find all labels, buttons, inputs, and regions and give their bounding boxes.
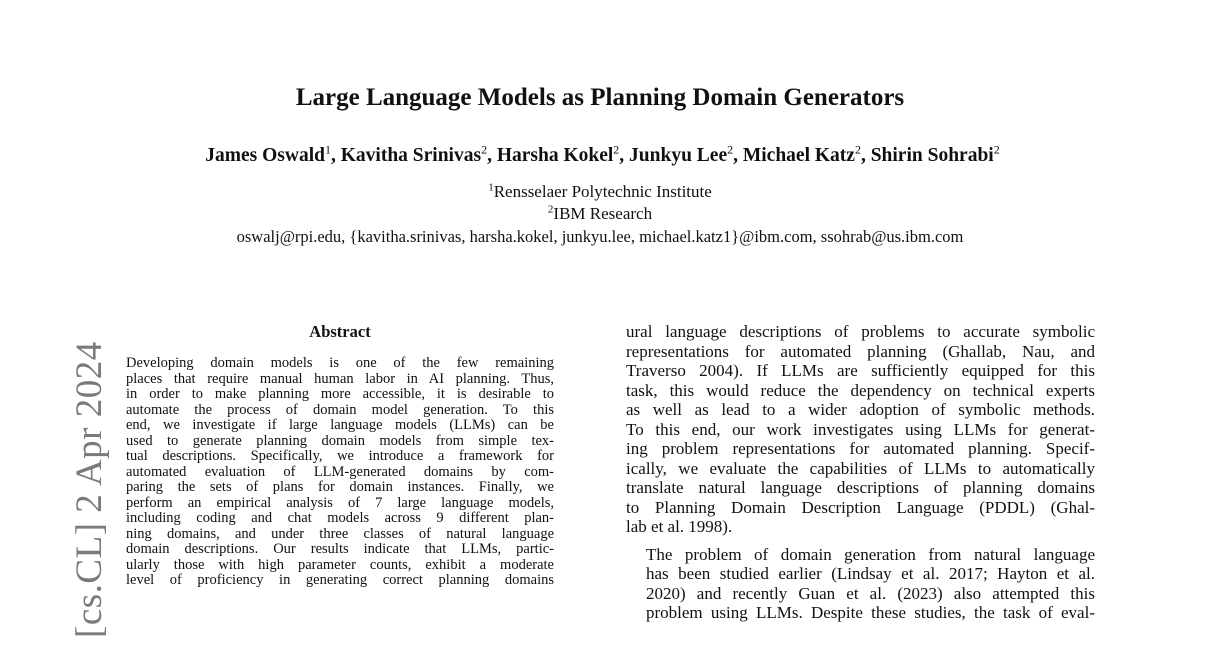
abstract-line: automated evaluation of LLM-generated domains by com-	[126, 463, 554, 480]
author-name: James Oswald	[205, 145, 325, 166]
paper-title: Large Language Models as Planning Domain Generators	[295, 84, 905, 111]
intro-line: 2020) and recently Guan et al. (2023) also attempted this	[646, 583, 1095, 603]
intro-line: has been studied earlier (Lindsay et al. 2017; Hayton et al.	[646, 564, 1095, 583]
arxiv-identifier-stamp	[26, 318, 110, 638]
intro-line: ural language descriptions of problems to accurate symbolic	[626, 322, 1095, 341]
arxiv-stamp-text: [cs.CL] 2 Apr 2024	[69, 341, 110, 638]
author-affiliation-mark: 2	[727, 142, 734, 157]
intro-line: problem using LLMs. Despite these studies, the task of eval-	[646, 603, 1095, 622]
abstract-line: Developing domain models is one of the few remaining	[126, 355, 554, 371]
abstract-line: paring the sets of plans for domain instances. Finally, we	[126, 479, 554, 495]
abstract-line: ularly those with high parameter counts, exhibit a moderate	[126, 556, 554, 573]
abstract-line: automate the process of domain model generation. To this	[126, 401, 554, 418]
abstract-body	[126, 356, 554, 589]
author-list: James Oswald$^1$, Kavitha Srinivas$^2$, Harsha Kokel$^2$, Junkyu Lee$^2$, Michael Katz$^2$, Shirin Sohrabi$^2$	[205, 142, 1000, 166]
intro-line: as well as lead to a wider adoption of symbolic methods.	[626, 400, 1095, 419]
affiliation-1	[0, 182, 1200, 202]
author-affiliation-mark: 2	[613, 142, 620, 157]
author-name: Kavitha Srinivas	[340, 145, 482, 166]
abstract-line: end, we investigate if large language models (LLMs) can be	[126, 417, 554, 433]
intro-paragraph-2	[626, 545, 1095, 623]
abstract-line: places that require manual human labor in AI planning. Thus,	[126, 370, 554, 387]
intro-line: Traverso 2004). If LLMs are sufficiently equipped for this	[626, 361, 1095, 380]
author-name: Junkyu Lee	[629, 145, 728, 166]
abstract-line: tual descriptions. Specifically, we introduce a framework for	[126, 448, 554, 464]
affiliation-mark: 1	[488, 181, 494, 194]
author-affiliation-mark: 2	[854, 142, 861, 157]
author-affiliation-mark: 2	[481, 142, 488, 157]
author-name: Harsha Kokel	[496, 145, 614, 166]
intro-line: To this end, our work investigates using LLMs for generat-	[626, 419, 1095, 439]
intro-line: lab et al. 1998).	[626, 517, 733, 536]
author-name: Michael Katz	[742, 145, 855, 166]
abstract-line: including coding and chat models across 9 different plan-	[126, 510, 554, 526]
affiliation-2	[0, 204, 1200, 224]
abstract-line: in order to make planning more accessible, it is desirable to	[126, 386, 554, 402]
introduction-column	[626, 322, 1095, 623]
affiliation-mark: 2	[547, 203, 554, 216]
intro-line: translate natural language descriptions of planning domains	[626, 478, 1095, 497]
affiliation-name: IBM Research	[553, 204, 653, 223]
intro-line: The problem of domain generation from natural language	[646, 544, 1095, 564]
abstract-line: domain descriptions. Our results indicate that LLMs, partic-	[126, 541, 554, 557]
intro-line: ically, we evaluate the capabilities of LLMs to automatically	[626, 458, 1095, 478]
intro-line: ing problem representations for automated planning. Specif-	[626, 439, 1095, 458]
abstract-heading: Abstract	[309, 322, 371, 341]
author-emails: oswalj@rpi.edu, {kavitha.srinivas, harsha.kokel, junkyu.lee, michael.katz1}@ibm.com, ssohrab@us.ibm.com	[236, 227, 964, 246]
intro-line: to Planning Domain Description Language (PDDL) (Ghal-	[626, 497, 1095, 517]
author-affiliation-mark: 2	[993, 142, 1000, 157]
abstract-line: ning domains, and under three classes of natural language	[126, 525, 554, 542]
intro-paragraph-1	[626, 322, 1095, 537]
abstract-line: level of proficiency in generating correct planning domains	[126, 572, 554, 588]
author-affiliation-mark: 1	[324, 142, 331, 157]
abstract-line: perform an empirical analysis of 7 large language models,	[126, 494, 554, 511]
intro-line: task, this would reduce the dependency on technical experts	[626, 380, 1095, 400]
abstract-line: used to generate planning domain models from simple tex-	[126, 432, 554, 449]
affiliation-name: Rensselaer Polytechnic Institute	[493, 182, 712, 201]
author-name: Shirin Sohrabi	[870, 145, 994, 166]
intro-line: representations for automated planning (Ghallab, Nau, and	[626, 341, 1095, 361]
